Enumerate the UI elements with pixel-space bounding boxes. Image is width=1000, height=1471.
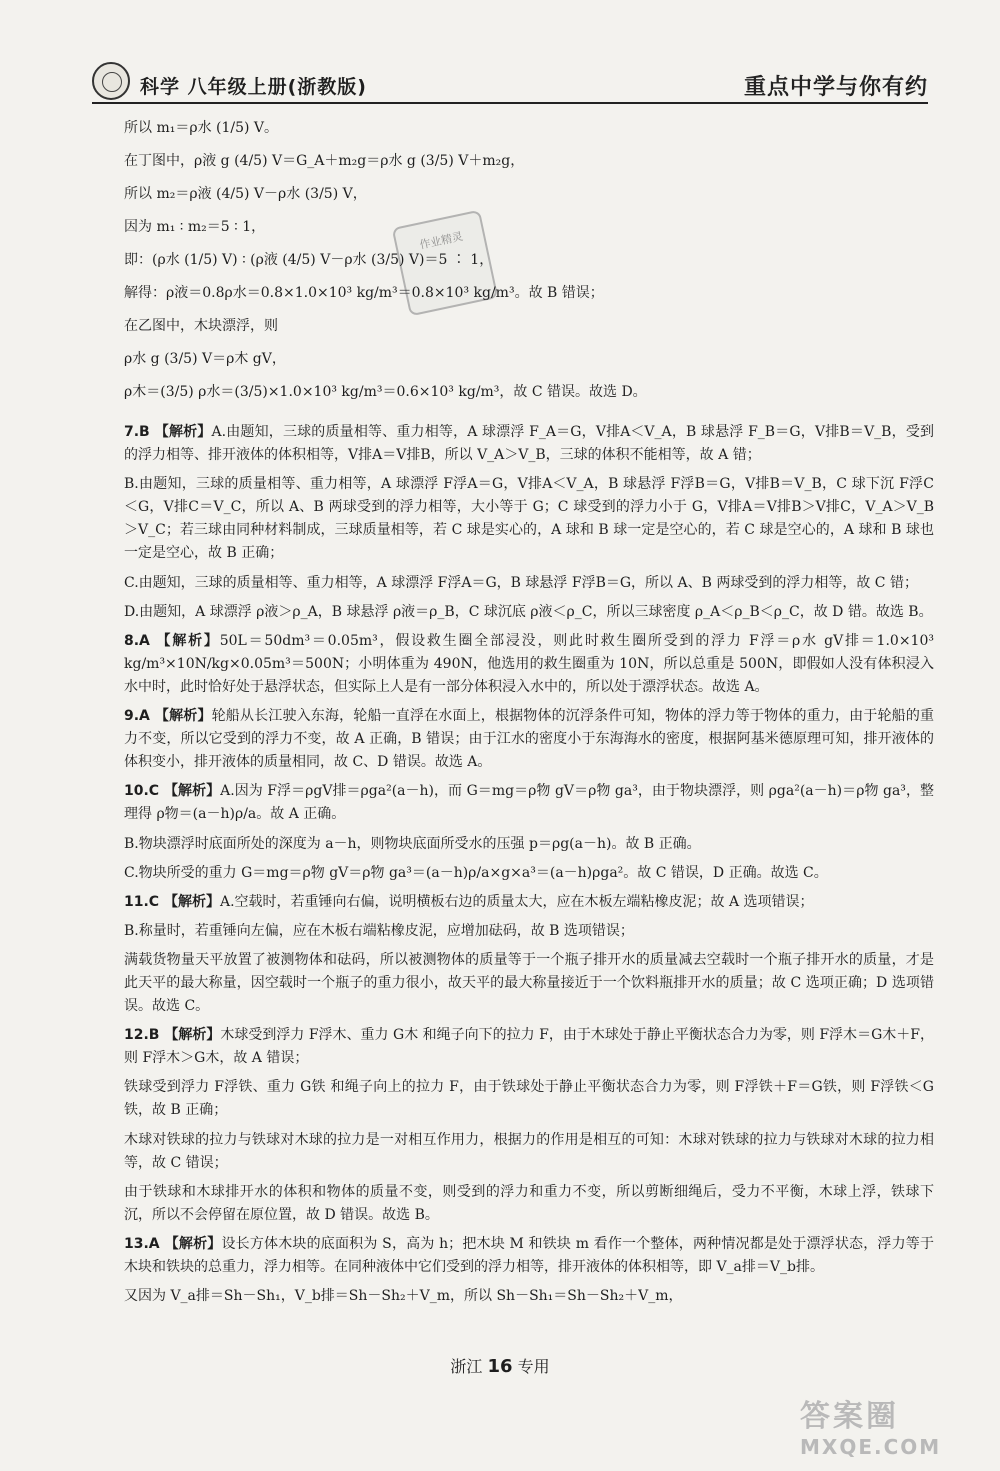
- answer-text: 木球受到浮力 F浮木、重力 G木 和绳子向下的拉力 F，由于木球处于静止平衡状态合力为零，则 F浮木＝G木＋F，则 F浮木＞G木，故 A 错误；: [124, 1027, 934, 1067]
- answer-item: [124, 1024, 934, 1227]
- answer-label: 10.C 【解析】: [124, 783, 221, 800]
- answer-paragraph: B.称量时，若重锤向左偏，应在木板右端粘橡皮泥，应增加砝码，故 B 选项错误；: [124, 922, 634, 939]
- answer-paragraph: B.物块漂浮时底面所处的深度为 a－h，则物块底面所受水的压强 p＝ρg(a－h)。故 B 正确。: [124, 835, 701, 852]
- answer-item: [124, 630, 934, 699]
- answer-label: 12.B 【解析】: [124, 1027, 221, 1044]
- page-footer: [0, 1354, 1000, 1377]
- answer-paragraph: [124, 1233, 934, 1279]
- answer-paragraph: [124, 891, 934, 914]
- answer-text: A.因为 F浮＝ρgV排＝ρga²(a－h)，而 G＝mg＝ρ物 gV＝ρ物 ga³，由于物块漂浮，则 ρga²(a－h)＝ρ物 ga³，整理得 ρ物＝(a－h)ρ/a。故 A 正确。: [124, 783, 934, 823]
- answer-paragraph: C.由题知，三球的质量相等、重力相等，A 球漂浮 F浮A＝G，B 球悬浮 F浮B＝G，所以 A、B 两球受到的浮力相等，故 C 错；: [124, 574, 918, 591]
- answer-label: 7.B 【解析】: [124, 424, 212, 440]
- answer-paragraph: [124, 1024, 934, 1070]
- answer-paragraph: 满载货物量天平放置了被测物体和砝码，所以被测物体的质量等于一个瓶子排开水的质量减去空载时一个瓶子排开水的质量，才是此天平的最大称量，因空载时一个瓶子的重力很小，故天平的最大称量接近于一个饮料瓶排开水的质量；故 C 选项正确；D 选项错误。故选 C。: [124, 951, 934, 1015]
- answer-paragraph: 又因为 V_a排＝Sh－Sh₁，V_b排＝Sh－Sh₂＋V_m，所以 Sh－Sh₁＝Sh－Sh₂＋V_m，: [124, 1288, 683, 1305]
- answer-item: [124, 891, 934, 1018]
- answer-paragraph: [124, 421, 934, 467]
- solution-content: [124, 120, 934, 1314]
- page-header: [92, 62, 928, 106]
- answer-text: A.空载时，若重锤向右偏，说明横板右边的质量太大，应在木板左端粘橡皮泥；故 A 选项错误；: [219, 893, 814, 910]
- book-title: 科学 八年级上册(浙教版): [140, 76, 367, 98]
- answer-label: 8.A 【解析】: [124, 632, 220, 649]
- series-slogan: 重点中学与你有约: [743, 75, 928, 100]
- answer-text: 50L＝50dm³＝0.05m³，假设救生圈全部浸没，则此时救生圈所受到的浮力 F浮＝ρ水 gV排＝1.0×10³ kg/m³×10N/kg×0.05m³＝500N；小明体重为 490N，他选用的救生圈重为 10N，所以总重是 500N，即假如人没有体积浸入水中时，此时恰好处于悬浮状态，但实际上人是有一部分体积浸入水中的，所以处于漂浮状态。故选 A。: [124, 632, 934, 695]
- answer-item: [124, 780, 934, 884]
- answer-item: [124, 1233, 934, 1308]
- watermark-logo: [800, 1391, 970, 1459]
- solution-line: 所以 m₁＝ρ水 (1/5) V。: [124, 120, 279, 136]
- answer-item: [124, 421, 934, 624]
- solution-line: 解得：ρ液＝0.8ρ水＝0.8×1.0×10³ kg/m³＝0.8×10³ kg/m³。故 B 错误；: [124, 285, 604, 301]
- answer-paragraph: 木球对铁球的拉力与铁球对木球的拉力是一对相互作用力，根据力的作用是相互的可知：木球对铁球的拉力与铁球对木球的拉力相等，故 C 错误；: [124, 1131, 934, 1171]
- solution-line: 所以 m₂＝ρ液 (4/5) V－ρ水 (3/5) V，: [124, 186, 367, 202]
- watermark-domain: MXQE.COM: [800, 1435, 942, 1459]
- header-divider: [92, 102, 928, 104]
- answer-paragraph: C.物块所受的重力 G＝mg＝ρ物 gV＝ρ物 ga³＝(a－h)ρ/a×g×a³＝(a－h)ρga²。故 C 错误，D 正确。故选 C。: [124, 864, 828, 881]
- stamp-text: 作业精灵: [418, 229, 465, 252]
- solution-line: ρ水 g (3/5) V＝ρ木 gV，: [124, 351, 286, 367]
- continued-solution: [124, 120, 934, 417]
- answer-paragraph: 铁球受到浮力 F浮铁、重力 G铁 和绳子向上的拉力 F，由于铁球处于静止平衡状态合力为零，则 F浮铁＋F＝G铁，则 F浮铁＜G铁，故 B 正确；: [124, 1079, 934, 1119]
- solution-line: 即：(ρ水 (1/5) V) ∶ (ρ液 (4/5) V－ρ水 (3/5) V)＝5 ∶ 1，: [124, 252, 494, 268]
- answer-label: 11.C 【解析】: [124, 893, 220, 910]
- answer-text: 设长方体木块的底面积为 S，高为 h；把木块 M 和铁块 m 看作一个整体，两种情况都是处于漂浮状态，浮力等于木块和铁块的总重力，浮力相等。在同种液体中它们受到的浮力相等，排开液体的体积相等，即 V_a排＝V_b排。: [124, 1235, 934, 1275]
- solution-line: 因为 m₁ ∶ m₂＝5 ∶ 1，: [124, 219, 266, 235]
- answer-label: 13.A 【解析】: [124, 1235, 222, 1252]
- answer-paragraph: B.由题知，三球的质量相等、重力相等，A 球漂浮 F浮A＝G，V排A＜V_A，B 球悬浮 F浮B＝G，V排B＝V_B，C 球下沉 F浮C＜G，V排C＝V_C，所以 A、B 两球受到的浮力相等，大小等于 G；C 球受到的浮力小于 G，V排A＝V排B＞V排C，V_A＞V_B＞V_C；若三球由同种材料制成，三球质量相等，若 C 球是实心的，A 球和 B 球一定是空心的，若 C 球是空心的，A 球和 B 球也一定是空心，故 B 正确；: [124, 476, 934, 562]
- answer-item: [124, 705, 934, 774]
- answer-paragraph: [124, 630, 934, 699]
- footer-suffix: 专用: [517, 1357, 550, 1376]
- solution-line: 在乙图中，木块漂浮，则: [124, 318, 278, 334]
- answer-paragraph: 由于铁球和木球排开水的体积和物体的质量不变，则受到的浮力和重力不变，所以剪断细绳后，受力不平衡，木球上浮，铁球下沉，所以不会停留在原位置，故 D 错误。故选 B。: [124, 1183, 934, 1223]
- solution-line: 在丁图中，ρ液 g (4/5) V＝G_A＋m₂g＝ρ水 g (3/5) V＋m₂g，: [124, 153, 525, 169]
- footer-region: 浙江: [450, 1357, 483, 1376]
- answer-paragraph: [124, 705, 934, 774]
- answer-paragraph: D.由题知，A 球漂浮 ρ液＞ρ_A，B 球悬浮 ρ液＝ρ_B，C 球沉底 ρ液＜ρ_C，所以三球密度 ρ_A＜ρ_B＜ρ_C，故 D 错。故选 B。: [124, 603, 933, 620]
- watermark-text: 答案圈: [800, 1399, 899, 1434]
- page-number: 16: [487, 1356, 513, 1377]
- answer-label: 9.A 【解析】: [124, 708, 212, 725]
- answer-paragraph: [124, 780, 934, 826]
- solution-line: ρ木＝(3/5) ρ水＝(3/5)×1.0×10³ kg/m³＝0.6×10³ kg/m³，故 C 错误。故选 D。: [124, 384, 647, 400]
- school-logo-icon: [92, 62, 130, 100]
- answer-text: A.由题知，三球的质量相等、重力相等，A 球漂浮 F_A＝G，V排A＜V_A，B 球悬浮 F_B＝G，V排B＝V_B，受到的浮力相等、排开液体的体积相等，V排A＝V排B，所以 V_A＞V_B，三球的体积不能相等，故 A 错；: [124, 424, 934, 464]
- answer-text: 轮船从长江驶入东海，轮船一直浮在水面上，根据物体的沉浮条件可知，物体的浮力等于物体的重力，由于轮船的重力不变，所以它受到的浮力不变，故 A 正确，B 错误；由于江水的密度小于东海海水的密度，根据阿基米德原理可知，排开液体的体积变小，排开液体的质量相同，故 C、D 错误。故选 A。: [124, 708, 934, 771]
